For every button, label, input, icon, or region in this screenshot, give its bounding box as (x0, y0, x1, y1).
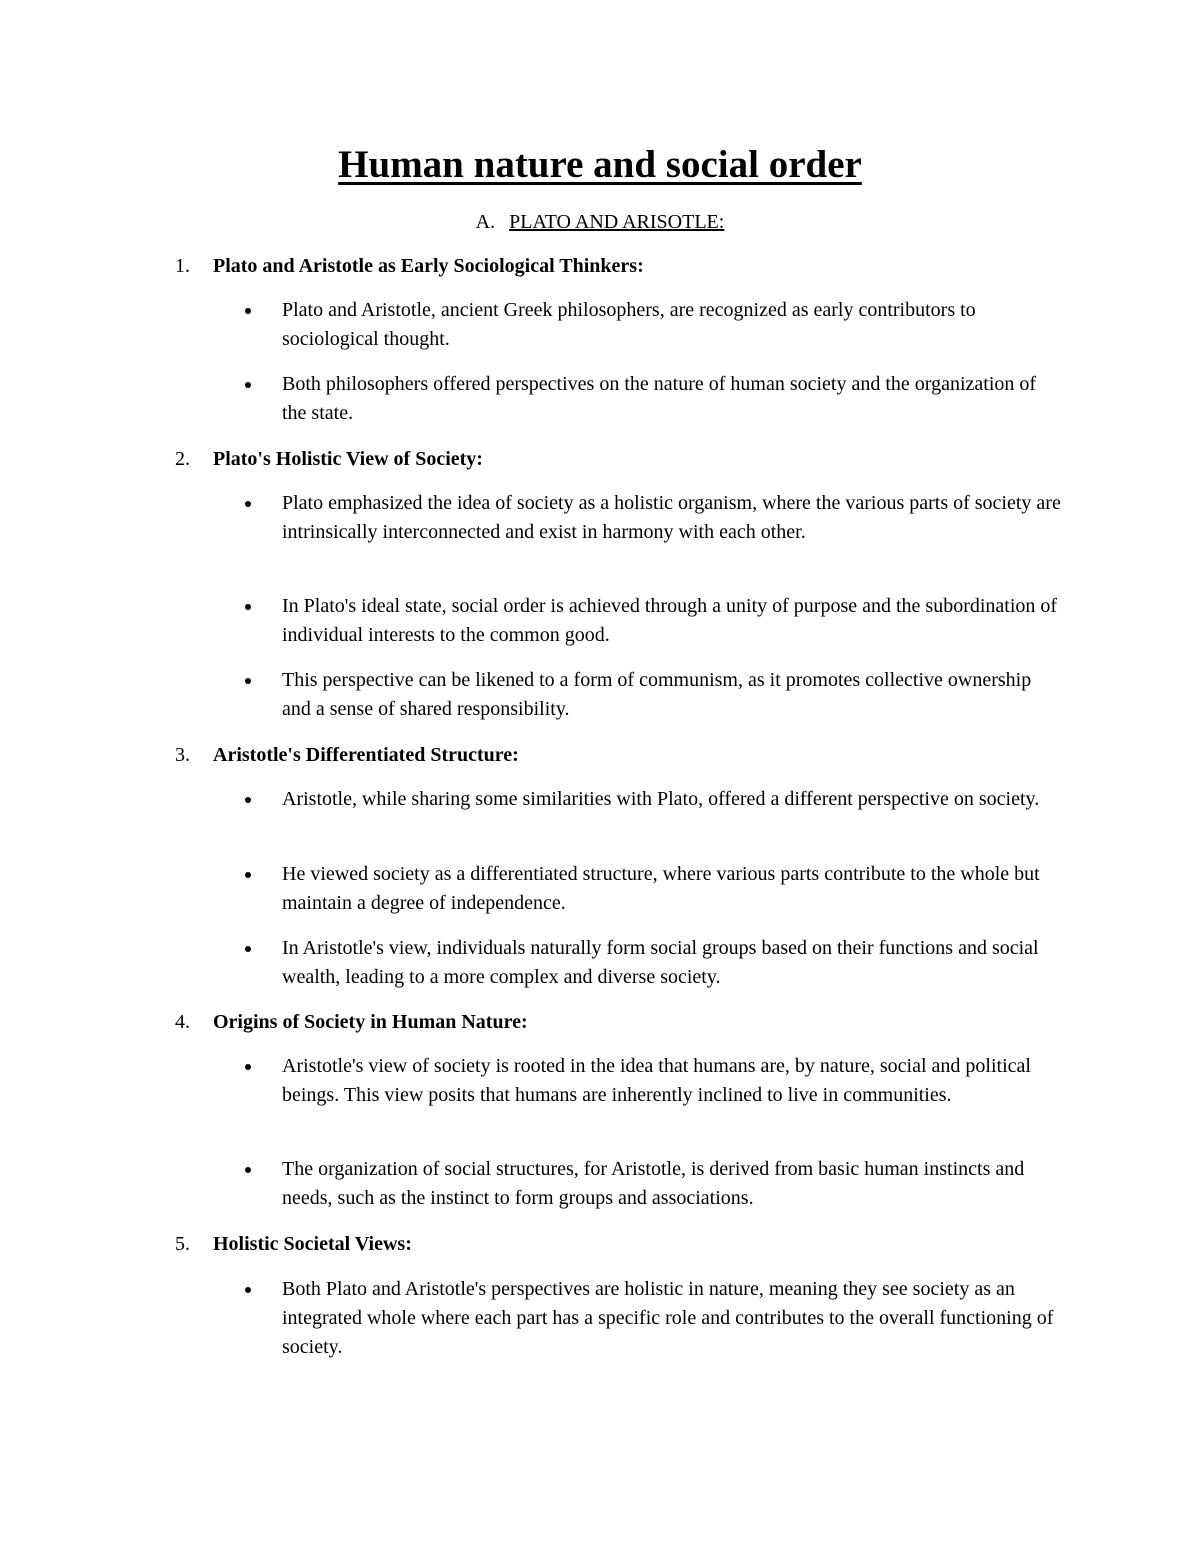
bullet-item (244, 1052, 1064, 1110)
section-number: 1. (175, 255, 190, 277)
bullet-item (244, 370, 1064, 428)
section-number: 2. (175, 448, 190, 470)
bullet-text: In Plato's ideal state, social order is achieved through a unity of purpose and the subordination of individual interests to the common good. (282, 595, 1058, 646)
bullet-item (244, 860, 1064, 918)
section-title: Aristotle's Differentiated Structure: (213, 744, 519, 766)
bullet-text: Aristotle's view of society is rooted in the idea that humans are, by nature, social and political beings. This view posits that humans are inherently inclined to live in communities. (282, 1055, 1031, 1106)
document-title: Human nature and social order (338, 143, 862, 186)
section-number: 3. (175, 744, 190, 766)
bullet-item (244, 934, 1064, 992)
subheading-letter: A. (475, 211, 496, 233)
bullet-item (244, 489, 1064, 547)
bullet-text: Both philosophers offered perspectives on the nature of human society and the organization of the state. (282, 373, 1037, 424)
bullet-text: Both Plato and Aristotle's perspectives are holistic in nature, meaning they see society as an integrated whole where each part has a specific role and contributes to the overall functioning of society. (282, 1278, 1054, 1358)
section-title: Holistic Societal Views: (213, 1233, 412, 1255)
bullet-item (244, 1155, 1064, 1213)
section-heading (175, 252, 1075, 281)
section-number: 5. (175, 1233, 190, 1255)
section-title: Origins of Society in Human Nature: (213, 1011, 528, 1033)
bullet-text: This perspective can be likened to a form of communism, as it promotes collective ownership and a sense of shared responsibility. (282, 669, 1032, 720)
bullet-item (244, 592, 1064, 650)
section-heading (175, 1008, 1075, 1037)
bullet-item (244, 296, 1064, 354)
section-number: 4. (175, 1011, 190, 1033)
bullet-text: He viewed society as a differentiated structure, where various parts contribute to the whole but maintain a degree of independence. (282, 863, 1040, 914)
bullet-text: Plato and Aristotle, ancient Greek philosophers, are recognized as early contributors to sociological thought. (282, 299, 976, 350)
subheading-text: PLATO AND ARISOTLE: (509, 211, 725, 233)
bullet-item (244, 785, 1064, 814)
section-heading (175, 445, 1075, 474)
section-title: Plato's Holistic View of Society: (213, 448, 483, 470)
subheading (0, 209, 1200, 235)
bullet-text: Plato emphasized the idea of society as a holistic organism, where the various parts of society are intrinsically interconnected and exist in harmony with each other. (282, 492, 1061, 543)
bullet-text: The organization of social structures, for Aristotle, is derived from basic human instincts and needs, such as the instinct to form groups and associations. (282, 1158, 1025, 1209)
bullet-text: In Aristotle's view, individuals naturally form social groups based on their functions and social wealth, leading to a more complex and diverse society. (282, 937, 1039, 988)
bullet-item (244, 1275, 1064, 1362)
bullet-item (244, 666, 1064, 724)
bullet-text: Aristotle, while sharing some similarities with Plato, offered a different perspective on society. (282, 788, 1040, 810)
section-heading (175, 1230, 1075, 1259)
section-heading (175, 741, 1075, 770)
section-title: Plato and Aristotle as Early Sociological Thinkers: (213, 255, 644, 277)
